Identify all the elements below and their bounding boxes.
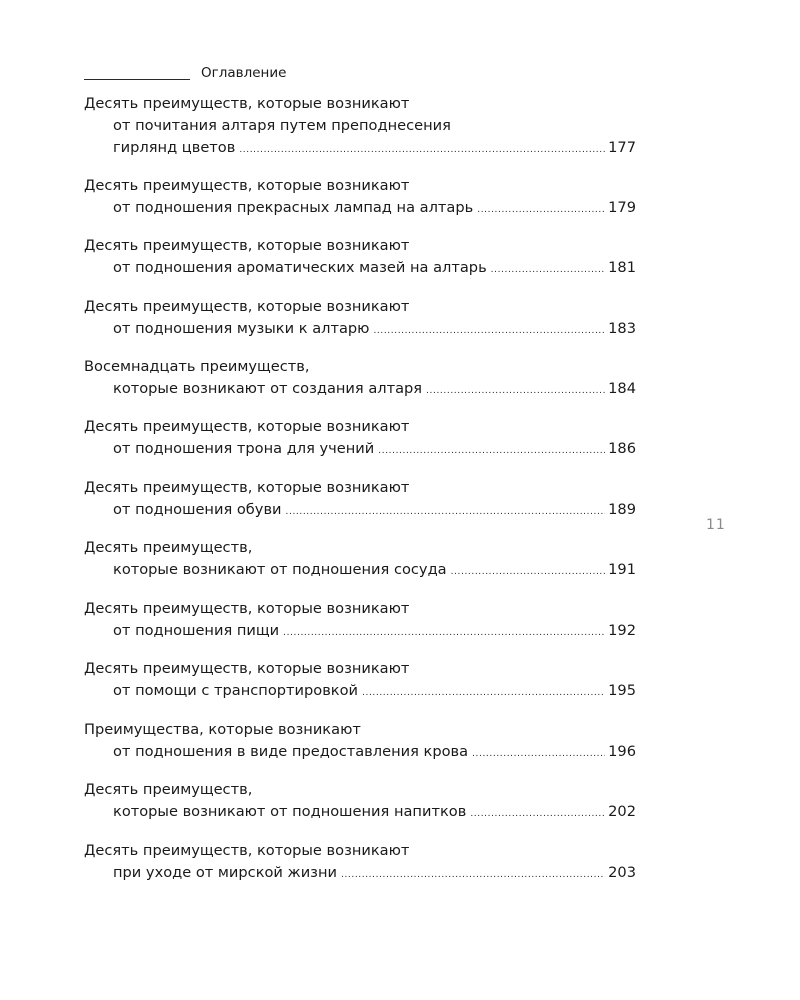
toc-entry[interactable]	[84, 235, 636, 279]
toc-page-number: 196	[608, 743, 636, 760]
dot-leader	[491, 259, 605, 279]
toc-entry-title-line: которые возникают от создания алтаря	[113, 380, 423, 397]
toc-page-number: 179	[608, 199, 636, 216]
toc-page-number: 189	[608, 501, 636, 518]
toc-entry-title-line: Преимущества, которые возникают	[84, 721, 361, 738]
toc-entry-last-line	[84, 499, 636, 521]
toc-entry[interactable]	[84, 356, 636, 400]
toc-entry-title-line: Восемнадцать преимуществ,	[84, 358, 310, 375]
header-title: Оглавление	[201, 65, 287, 81]
toc-entry[interactable]	[84, 719, 636, 763]
toc-entry[interactable]	[84, 296, 636, 340]
dot-leader	[283, 622, 605, 642]
toc-entry[interactable]	[84, 93, 636, 159]
toc-page-number: 177	[608, 139, 636, 156]
dot-leader	[373, 320, 605, 340]
dot-leader	[239, 139, 605, 159]
toc-entry-last-line	[84, 137, 636, 159]
toc-page-number: 183	[608, 320, 636, 337]
toc-entry-title-line: Десять преимуществ, которые возникают	[84, 418, 410, 435]
dot-leader	[286, 501, 606, 521]
toc-entry-title-line: Десять преимуществ, которые возникают	[84, 479, 410, 496]
toc-entry-title-line: от почитания алтаря путем преподнесения	[113, 117, 451, 134]
dot-leader	[378, 440, 605, 460]
toc-entry-title-line: Десять преимуществ, которые возникают	[84, 177, 410, 194]
toc-entry[interactable]	[84, 416, 636, 460]
dot-leader	[362, 682, 605, 702]
toc-page-number: 184	[608, 380, 636, 397]
dot-leader	[477, 199, 605, 219]
toc-entry-title-line: от подношения пищи	[113, 622, 280, 639]
toc-page-number: 202	[608, 803, 636, 820]
page-number: 11	[706, 517, 726, 533]
toc-entry-title-line: которые возникают от подношения сосуда	[113, 561, 447, 578]
toc-entry-last-line	[84, 197, 636, 219]
toc-entry-title-line: Десять преимуществ, которые возникают	[84, 95, 410, 112]
toc-entry-last-line	[84, 620, 636, 642]
toc-entry-last-line	[84, 680, 636, 702]
header-rule	[84, 79, 190, 80]
toc-entry-title-line: от подношения в виде предоставления крова	[113, 743, 469, 760]
dot-leader	[470, 803, 605, 823]
toc-entry-title-line: Десять преимуществ, которые возникают	[84, 298, 410, 315]
toc-entry-title-line: от помощи с транспортировкой	[113, 682, 359, 699]
toc-entry-title-line: Десять преимуществ, которые возникают	[84, 237, 410, 254]
toc-entry-last-line	[84, 378, 636, 400]
toc-entry[interactable]	[84, 477, 636, 521]
dot-leader	[451, 561, 606, 581]
toc-page-number: 195	[608, 682, 636, 699]
toc-entry-last-line	[84, 559, 636, 581]
toc-entry-last-line	[84, 862, 636, 884]
toc-page-number: 191	[608, 561, 636, 578]
toc-entry-title-line: Десять преимуществ,	[84, 539, 253, 556]
dot-leader	[426, 380, 605, 400]
toc-entry-last-line	[84, 438, 636, 460]
toc-entry[interactable]	[84, 658, 636, 702]
dot-leader	[341, 864, 605, 884]
toc-entry[interactable]	[84, 175, 636, 219]
running-header	[84, 64, 644, 84]
toc-entry-title-line: гирлянд цветов	[113, 139, 236, 156]
toc-entry-last-line	[84, 257, 636, 279]
toc-entry-title-line: которые возникают от подношения напитков	[113, 803, 467, 820]
toc-entry-last-line	[84, 741, 636, 763]
toc-page-number: 192	[608, 622, 636, 639]
toc-page-number: 181	[608, 259, 636, 276]
toc-entry-title-line: при уходе от мирской жизни	[113, 864, 337, 881]
toc-entry-title-line: от подношения трона для учений	[113, 440, 375, 457]
toc-page-number: 203	[608, 864, 636, 881]
dot-leader	[472, 743, 605, 763]
toc-entry-title-line: Десять преимуществ,	[84, 781, 253, 798]
toc-entry-title-line: Десять преимуществ, которые возникают	[84, 660, 410, 677]
toc-entry-last-line	[84, 801, 636, 823]
toc-entry-last-line	[84, 318, 636, 340]
toc-entry[interactable]	[84, 840, 636, 884]
toc-entry-title-line: от подношения музыки к алтарю	[113, 320, 370, 337]
toc-entry[interactable]	[84, 598, 636, 642]
toc-entry-title-line: от подношения ароматических мазей на алтарь	[113, 259, 487, 276]
toc-entry-title-line: от подношения прекрасных лампад на алтарь	[113, 199, 474, 216]
toc-entry-title-line: от подношения обуви	[113, 501, 282, 518]
toc-entry[interactable]	[84, 537, 636, 581]
toc-entry-title-line: Десять преимуществ, которые возникают	[84, 600, 410, 617]
toc-entry[interactable]	[84, 779, 636, 823]
toc-page-number: 186	[608, 440, 636, 457]
toc-entry-title-line: Десять преимуществ, которые возникают	[84, 842, 410, 859]
